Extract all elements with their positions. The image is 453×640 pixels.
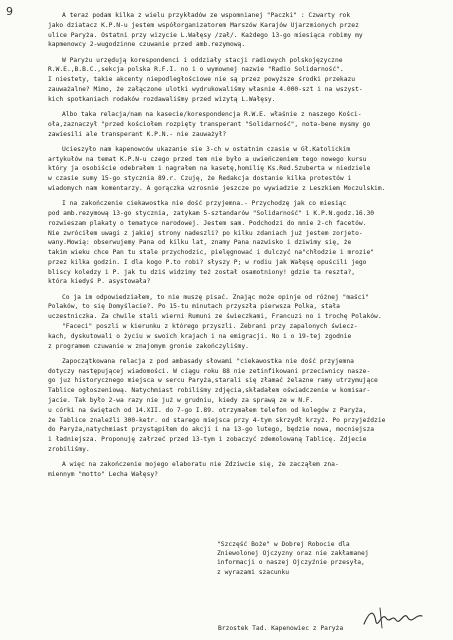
text-line: A więc na zakończenie mojego elaboratu nie Zdziwcie się, że zacząłem zna- bbox=[62, 461, 339, 469]
text-line: do Paryża,natychmiast przystąpiłem do akcji i na 13-go lutego, będzie nowa, mocniejsza bbox=[48, 426, 375, 434]
text-line: oła,zaznaczył "przed kościołem rozpięty transperant "Solidarność", nota-bene mysmy go bbox=[48, 120, 371, 128]
text-line: Zapoczątkowana relacja z pod ambasady słowami "ciekawostka nie dość przyjemna bbox=[62, 357, 354, 365]
letter-body bbox=[48, 11, 442, 485]
text-line: jacie. Tak było 2-wa razy nie już w grudniu, kiedy za sprawą ze w N.F. bbox=[48, 397, 314, 405]
paragraph-2 bbox=[48, 56, 442, 105]
text-line: kich spotkaniach rodaków rozdawaliśmy przed wizytą L.Wałęsy. bbox=[48, 95, 276, 103]
text-line: "Faceci" poszli w kierunku z którego przyszli. Zebrani przy zapalonych świecz- bbox=[62, 323, 358, 331]
paragraph-8 bbox=[48, 460, 442, 480]
closing-block bbox=[217, 540, 407, 577]
text-line: Tablice ogłoszeniową. Natychmiast robiliśmy zdjęcia,składałem oświadczenie w komisar- bbox=[48, 387, 371, 395]
text-line: W Paryżu urzędują korespondenci i oddziały stacji radiowych polskojęzyczne bbox=[62, 56, 343, 64]
closing-line: z wyrazami szacunku bbox=[217, 568, 290, 576]
text-line: rozwieszam plakaty o tematyce narodowej. Jestem sam. Podchodzi do mnie 2-ch facetów. bbox=[48, 219, 367, 227]
paragraph-1 bbox=[48, 11, 442, 50]
paragraph-5 bbox=[48, 199, 442, 287]
text-line: Polaków, to się Domyślacie?. Po 15-tu minutach przyszła pierwsza Polka, stała bbox=[48, 303, 340, 311]
text-line: miennym "motto" Lecha Wałęsy? bbox=[48, 471, 158, 478]
signature-name: Brzostek Tad. Kapenowiec z Paryża bbox=[218, 625, 344, 632]
handwritten-signature bbox=[360, 604, 430, 632]
text-line: ulice Paryża. Ostatni przy wizycie L.Wałęsy /zał/. Każdego 13-go miesiąca robimy my bbox=[48, 31, 363, 39]
text-line: Nie zwróciłem uwagi z jakiej strony nadeszli? po kilku zdaniach już jestem zorjeto- bbox=[48, 229, 363, 237]
text-line: wiadomych nam komentarzy. A gorączka wzrosnie jeszcze po wywiadzie z Leszkiem Moczulskim. bbox=[48, 184, 386, 192]
text-line: przez kilka godzin. I dla kogo P.to robi? słyszy P; w rodiu jak Wałęsę opuścili jego bbox=[48, 258, 367, 266]
text-line: zawiesili ale transperant K.P.N.- nie zauważył? bbox=[48, 130, 227, 138]
text-line: pod amb.rezymową 13-go stycznia, zatykam 5-sztandarów "Solidarność" i K.P.N.godz.16.30 bbox=[48, 209, 375, 217]
text-line: Co ja im odpowiedziałem, to nie muszę pisać. Znając może opinje od różnej "maści" bbox=[62, 293, 370, 301]
text-line: kach, dyskutowali o życiu w swoich krajach i na emigracji. No i o 19-tej zgodnie bbox=[48, 332, 352, 340]
closing-line: "Szczęść Boże" w Dobrej Robocie dla bbox=[217, 541, 350, 548]
text-line: jako dziatacz K.P.N-u jestem współorganizatorem Marszów Karajów Ujarzmionych przez bbox=[48, 21, 359, 29]
text-line: z programem czuwanie w znajomym gronie zakończyliśmy. bbox=[48, 342, 249, 350]
text-line: A teraz podam kilka z wielu przykładów ze wspomnianej "Paczki" : Czwarty rok bbox=[62, 12, 351, 19]
paragraph-7 bbox=[48, 357, 442, 455]
text-line: artykułów na temat K.P.N-u czego przed tem nie było a uwieńczeniem tego nowego kursu bbox=[48, 155, 367, 163]
text-line: Albo taka relacja/nam na kasecie/korespondencja R.W.E. właśnie z naszego Kości- bbox=[62, 110, 362, 118]
paragraph-6 bbox=[48, 293, 442, 352]
text-line: bliscy koledzy i P. jak tu dziś widzimy też został osamotniony! gdzie ta reszta?, bbox=[48, 268, 356, 276]
text-line: go juz historycznego miejsca w sercu Paryża,starali się złamać żelazne ramy utrzymujące bbox=[48, 377, 378, 385]
text-line: która kiedyś P. asystowała? bbox=[48, 278, 151, 286]
page-number: 9 bbox=[6, 5, 13, 18]
text-line: u córki na świętach od 14.XII. do 7-go I.89. otrzymałem telefon od kolegów z Paryża, bbox=[48, 406, 367, 414]
text-line: I niestety, takie akcenty niepodległościowe nie są przez powyższe środki przekazu bbox=[48, 76, 356, 84]
closing-line: informacji o naszej Ojczyźnie przesyła, bbox=[217, 559, 365, 567]
text-line: Ucieszyło nam kapenowców ukazanie sie 3-ch w ostatnim czasie w Gł.Katolickim bbox=[62, 145, 351, 153]
text-line: że Tablice znaleźli 300-ketr. od starego miejsca przy 4-tym skrzydł krzyż. Po przyjeździe bbox=[48, 416, 386, 424]
paragraph-3 bbox=[48, 110, 442, 139]
text-line: uczestniczka. Za chwile stali wierni Rumuni ze świeczkami, Francuzi no i trochę Polaków. bbox=[48, 313, 382, 321]
text-line: który ja osobiście odebrałem i nagrałem na kasetę,homilię Ks.Red.Szuberta w niedziele bbox=[48, 165, 371, 173]
text-line: kapmenowcy 2-wugodzinne czuwanie przed amb.rezymową. bbox=[48, 41, 246, 49]
text-line: R.W.E.,B.B.C.,sekcja polska R.F.I. no i o wymownej nazwie "Radio Solidarność". bbox=[48, 66, 344, 74]
text-line: wany.Mowią: obserwujemy Pana od kilku lat, znamy Pana nazwisko i dziwimy się, że bbox=[48, 239, 352, 247]
text-line: i ładniejsza. Proponuję załrzeć przed 13-tym i zobaczyć zdemolowaną Tablicę. Zdjecie bbox=[48, 436, 367, 444]
text-line: zrobiliśmy. bbox=[48, 446, 90, 454]
text-line: I na zakończenie ciekawostka nie dość przyjemna.- Przychodzę jak co miesiąc bbox=[62, 200, 347, 208]
closing-line: Zniewolonej Ojczyzny oraz nie zakłamanej bbox=[217, 550, 369, 558]
paragraph-4 bbox=[48, 145, 442, 194]
text-line: zauważalne? Mimo, że załączone ulotki wydrukowaliśmy własnie 4.000-szt i na wszyst- bbox=[48, 85, 363, 93]
text-line: takim wieku chce Pan tu stale przychodzic, pielęgnować i dulczyć na"chłodzie i mrozie" bbox=[48, 249, 375, 257]
text-line: dotyczy następującej wiadomości. W ciągu roku 88 nie zetinfikowani przeciwnicy nasze- bbox=[48, 367, 371, 375]
text-line: w czasie sumy 15-go stycznia 89.r. Czuję, że Redakcja dostanie kilka protestów i bbox=[48, 175, 352, 183]
